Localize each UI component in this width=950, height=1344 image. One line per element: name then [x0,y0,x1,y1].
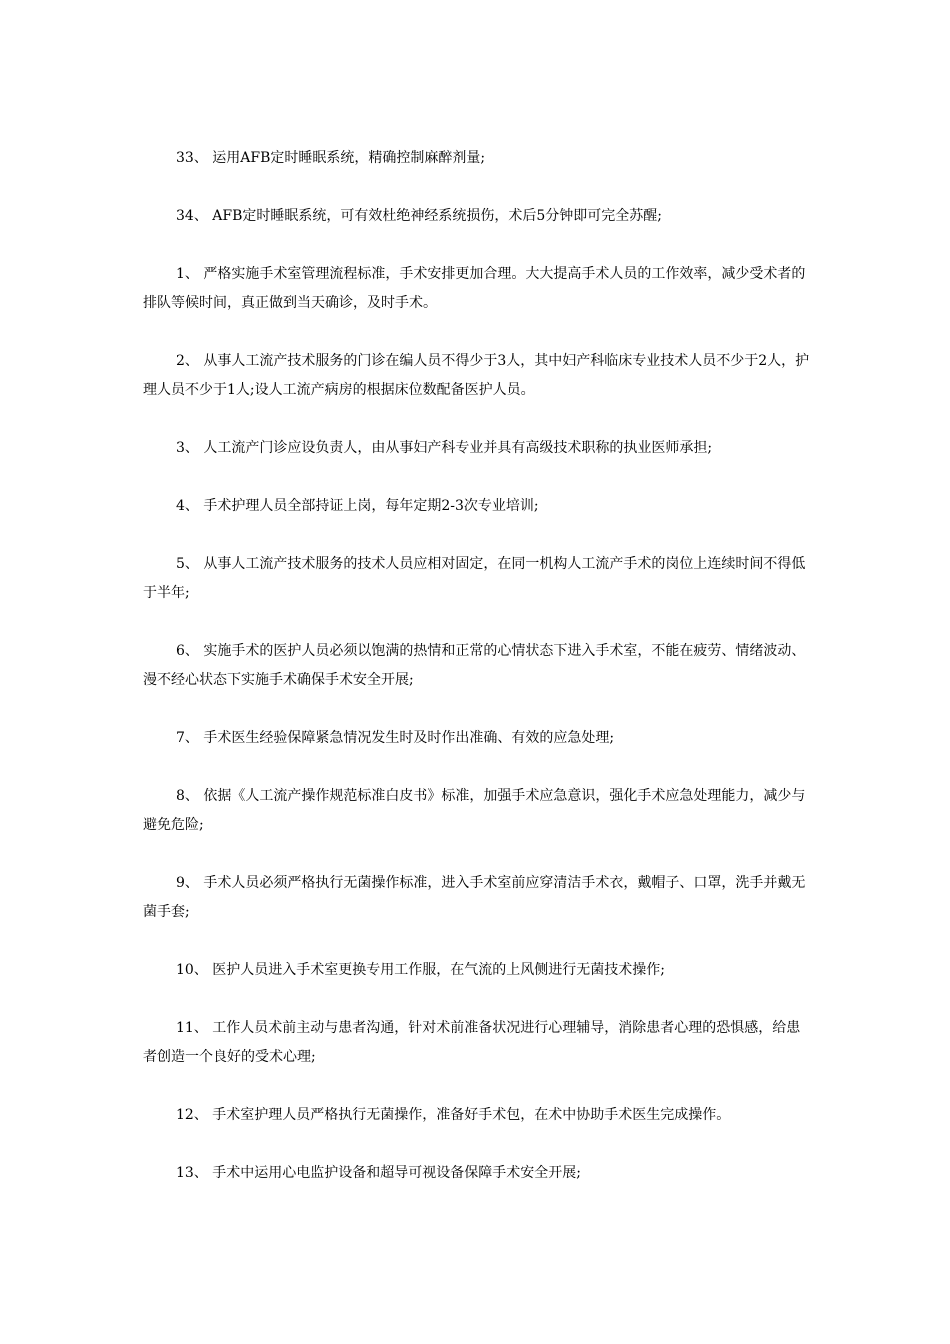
item-text: 严格实施手术室管理流程标准，手术安排更加合理。大大提高手术人员的工作效率，减少受术者的排队等候时间，真正做到当天确诊，及时手术。 [143,266,806,311]
item-text: 从事人工流产技术服务的门诊在编人员不得少于3人，其中妇产科临床专业技术人员不少于2人，护理人员不少于1人;设人工流产病房的根据床位数配备医护人员。 [143,353,810,398]
item-number: 10、 [176,962,208,978]
item-number: 12、 [176,1107,208,1123]
list-item-11 [143,1014,811,1072]
item-number: 13、 [176,1165,208,1181]
item-text: 手术室护理人员严格执行无菌操作，准备好手术包，在术中协助手术医生完成操作。 [212,1107,731,1123]
list-item-6 [143,637,811,695]
list-item-9 [143,869,811,927]
list-item-8 [143,782,811,840]
list-item-13 [143,1159,811,1188]
item-text: 手术护理人员全部持证上岗，每年定期2-3次专业培训; [203,498,539,514]
list-item-2 [143,347,811,405]
list-item-4 [143,492,811,521]
item-text: AFB定时睡眠系统，可有效杜绝神经系统损伤，术后5分钟即可完全苏醒; [212,208,663,224]
document-body [143,144,811,1217]
item-number: 11、 [176,1020,208,1036]
item-number: 33、 [176,150,208,166]
list-item-12 [143,1101,811,1130]
item-number: 7、 [176,730,199,746]
item-text: 工作人员术前主动与患者沟通，针对术前准备状况进行心理辅导，消除患者心理的恐惧感，给患者创造一个良好的受术心理; [143,1020,801,1065]
item-number: 5、 [176,556,199,572]
list-item-5 [143,550,811,608]
item-text: 实施手术的医护人员必须以饱满的热情和正常的心情状态下进入手术室，不能在疲劳、情绪波动、漫不经心状态下实施手术确保手术安全开展; [143,643,806,688]
item-number: 4、 [176,498,199,514]
item-text: 人工流产门诊应设负责人，由从事妇产科专业并具有高级技术职称的执业医师承担; [203,440,713,456]
item-text: 运用AFB定时睡眠系统，精确控制麻醉剂量; [212,150,486,166]
item-number: 9、 [176,875,199,891]
item-text: 医护人员进入手术室更换专用工作服，在气流的上风侧进行无菌技术操作; [212,962,665,978]
list-item-1 [143,260,811,318]
item-number: 2、 [176,353,199,369]
list-item-7 [143,724,811,753]
item-number: 8、 [176,788,199,804]
item-number: 3、 [176,440,199,456]
item-number: 1、 [176,266,199,282]
list-item-10 [143,956,811,985]
item-number: 34、 [176,208,208,224]
item-text: 手术人员必须严格执行无菌操作标准，进入手术室前应穿清洁手术衣，戴帽子、口罩，洗手并戴无菌手套; [143,875,806,920]
item-number: 6、 [176,643,199,659]
list-item-34 [143,202,811,231]
item-text: 从事人工流产技术服务的技术人员应相对固定，在同一机构人工流产手术的岗位上连续时间不得低于半年; [143,556,806,601]
item-text: 手术中运用心电监护设备和超导可视设备保障手术安全开展; [212,1165,581,1181]
item-text: 手术医生经验保障紧急情况发生时及时作出准确、有效的应急处理; [203,730,615,746]
list-item-33 [143,144,811,173]
list-item-3 [143,434,811,463]
item-text: 依据《人工流产操作规范标准白皮书》标准，加强手术应急意识，强化手术应急处理能力，减少与避免危险; [143,788,806,833]
